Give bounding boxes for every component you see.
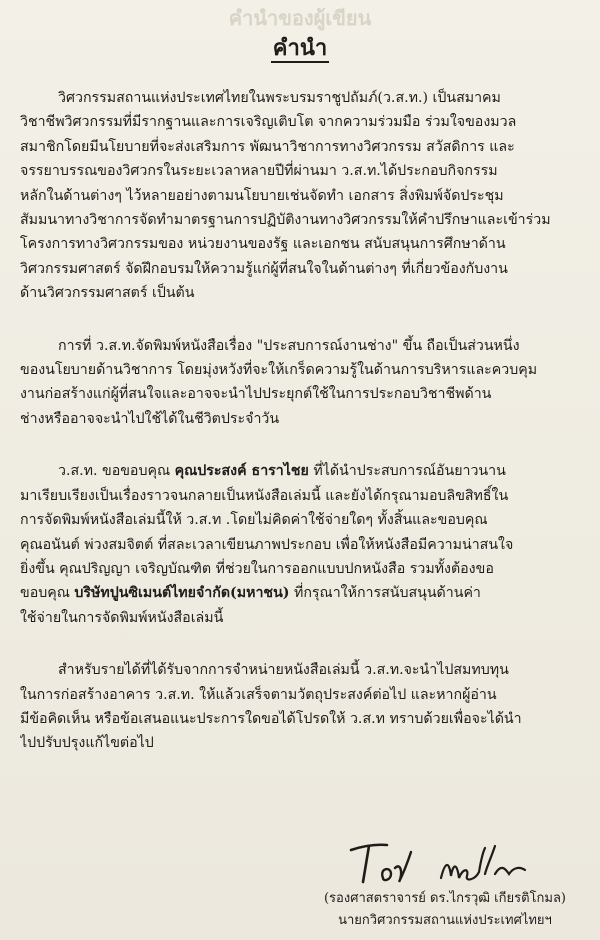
signatory-position: นายกวิศวกรรมสถานแห่งประเทศไทยฯ	[338, 913, 552, 928]
paragraph-2	[20, 334, 585, 432]
body-text	[20, 86, 585, 784]
text-line: งานก่อสร้างแก่ผู้ที่สนใจและอาจจะนำไปประยุกต์ใช้ในการประกอบวิชาชีพด้าน	[20, 386, 492, 403]
text-line: ใช้จ่ายในการจัดพิมพ์หนังสือเล่มนี้	[20, 609, 224, 626]
text-run: ขอบคุณ	[20, 585, 75, 602]
text-line: การที่ ว.ส.ท.จัดพิมพ์หนังสือเรื่อง "ประสบการณ์งานช่าง" ขึ้น ถือเป็นส่วนหนึ่ง	[58, 337, 520, 354]
text-line: วิศวกรรมศาสตร์ จัดฝึกอบรมให้ความรู้แก่ผู้ที่สนใจในด้านต่างๆ ที่เกี่ยวข้องกับงาน	[20, 260, 508, 277]
text-line: หลักในด้านต่างๆ ไว้หลายอย่างตามนโยบายเช่นจัดทำ เอกสาร สิ่งพิมพ์จัดประชุม	[20, 187, 504, 204]
text-line: ในการก่อสร้างอาคาร ว.ส.ท. ให้แล้วเสร็จตามวัตถุประสงค์ต่อไป และหากผู้อ่าน	[20, 686, 497, 703]
text-line: ไปปรับปรุงแก้ไขต่อไป	[20, 735, 154, 752]
page-title	[0, 30, 600, 65]
text-line: ช่างหรืออาจจะนำไปใช้ได้ในชีวิตประจำวัน	[20, 410, 280, 427]
text-line	[20, 581, 585, 605]
signature-block	[300, 888, 590, 932]
text-line: สำหรับรายได้ที่ได้รับจากการจำหน่ายหนังสือเล่มนี้ ว.ส.ท.จะนำไปสมทบทุน	[58, 662, 509, 679]
text-line: วิชาชีพวิศวกรรมที่มีรากฐานและการเจริญเติบโต จากความร่วมมือ ร่วมใจของมวล	[20, 114, 517, 131]
paragraph-1	[20, 86, 585, 306]
text-line: จรรยาบรรณของวิศวกรในระยะเวลาหลายปีที่ผ่านมา ว.ส.ท.ได้ประกอบกิจกรรม	[20, 163, 498, 180]
author-name: คุณประสงค์ ธาราไชย	[174, 463, 309, 480]
text-line: สัมมนาทางวิชาการจัดทำมาตรฐานการปฏิบัติงานทางวิศวกรรมให้คำปรึกษาและเข้าร่วม	[20, 212, 551, 229]
text-line: สมาชิกโดยมีนโยบายที่จะส่งเสริมการ พัฒนาวิชาการทางวิศวกรรม สวัสดิการ และ	[20, 138, 515, 155]
text-run: ที่ได้นำประสบการณ์อันยาวนาน	[308, 463, 506, 480]
text-line: โครงการทางวิศวกรรมของ หน่วยงานของรัฐ และเอกชน สนับสนุนการศึกษาด้าน	[20, 236, 506, 253]
page-title-text: คำนำ	[272, 35, 328, 61]
bleed-through-title: คำนำของผู้เขียน	[228, 6, 372, 30]
text-run: ว.ส.ท. ขอขอบคุณ	[58, 463, 175, 480]
paragraph-3	[20, 459, 585, 630]
text-line: ยิ่งขึ้น คุณปริญญา เจริญบัณฑิต ที่ช่วยในการออกแบบปกหนังสือ รวมทั้งต้องขอ	[20, 560, 494, 577]
text-line: การจัดพิมพ์หนังสือเล่มนี้ให้ ว.ส.ท .โดยไม่คิดค่าใช้จ่ายใดๆ ทั้งสิ้นและขอบคุณ	[20, 512, 488, 529]
paragraph-4	[20, 658, 585, 756]
text-line: มาเรียบเรียงเป็นเรื่องราวจนกลายเป็นหนังสือเล่มนี้ และยังได้กรุณามอบลิขสิทธิ์ใน	[20, 487, 509, 504]
handwritten-signature	[345, 838, 565, 888]
text-line: มีข้อคิดเห็น หรือข้อเสนอแนะประการใดขอได้โปรดให้ ว.ส.ท ทราบด้วยเพื่อจะได้นำ	[20, 710, 522, 727]
signatory-name: (รองศาสตราจารย์ ดร.ไกรวุฒิ เกียรติโกมล)	[323, 891, 566, 906]
text-line: ด้านวิศวกรรมศาสตร์ เป็นต้น	[20, 285, 195, 302]
text-line: วิศวกรรมสถานแห่งประเทศไทยในพระบรมราชูปถัมภ์(ว.ส.ท.) เป็นสมาคม	[58, 90, 501, 106]
text-line: ของนโยบายด้านวิชาการ โดยมุ่งหวังที่จะให้เกร็ดความรู้ในด้านการบริหารและควบคุม	[20, 362, 538, 379]
text-line	[20, 459, 585, 483]
text-run: ที่กรุณาให้การสนับสนุนด้านค่า	[289, 585, 481, 602]
sponsor-name: บริษัทปูนซิเมนต์ไทยจำกัด(มหาชน)	[74, 585, 290, 602]
text-line: คุณอนันต์ พ่วงสมจิตต์ ที่สละเวลาเขียนภาพประกอบ เพื่อให้หนังสือมีความน่าสนใจ	[20, 536, 514, 553]
